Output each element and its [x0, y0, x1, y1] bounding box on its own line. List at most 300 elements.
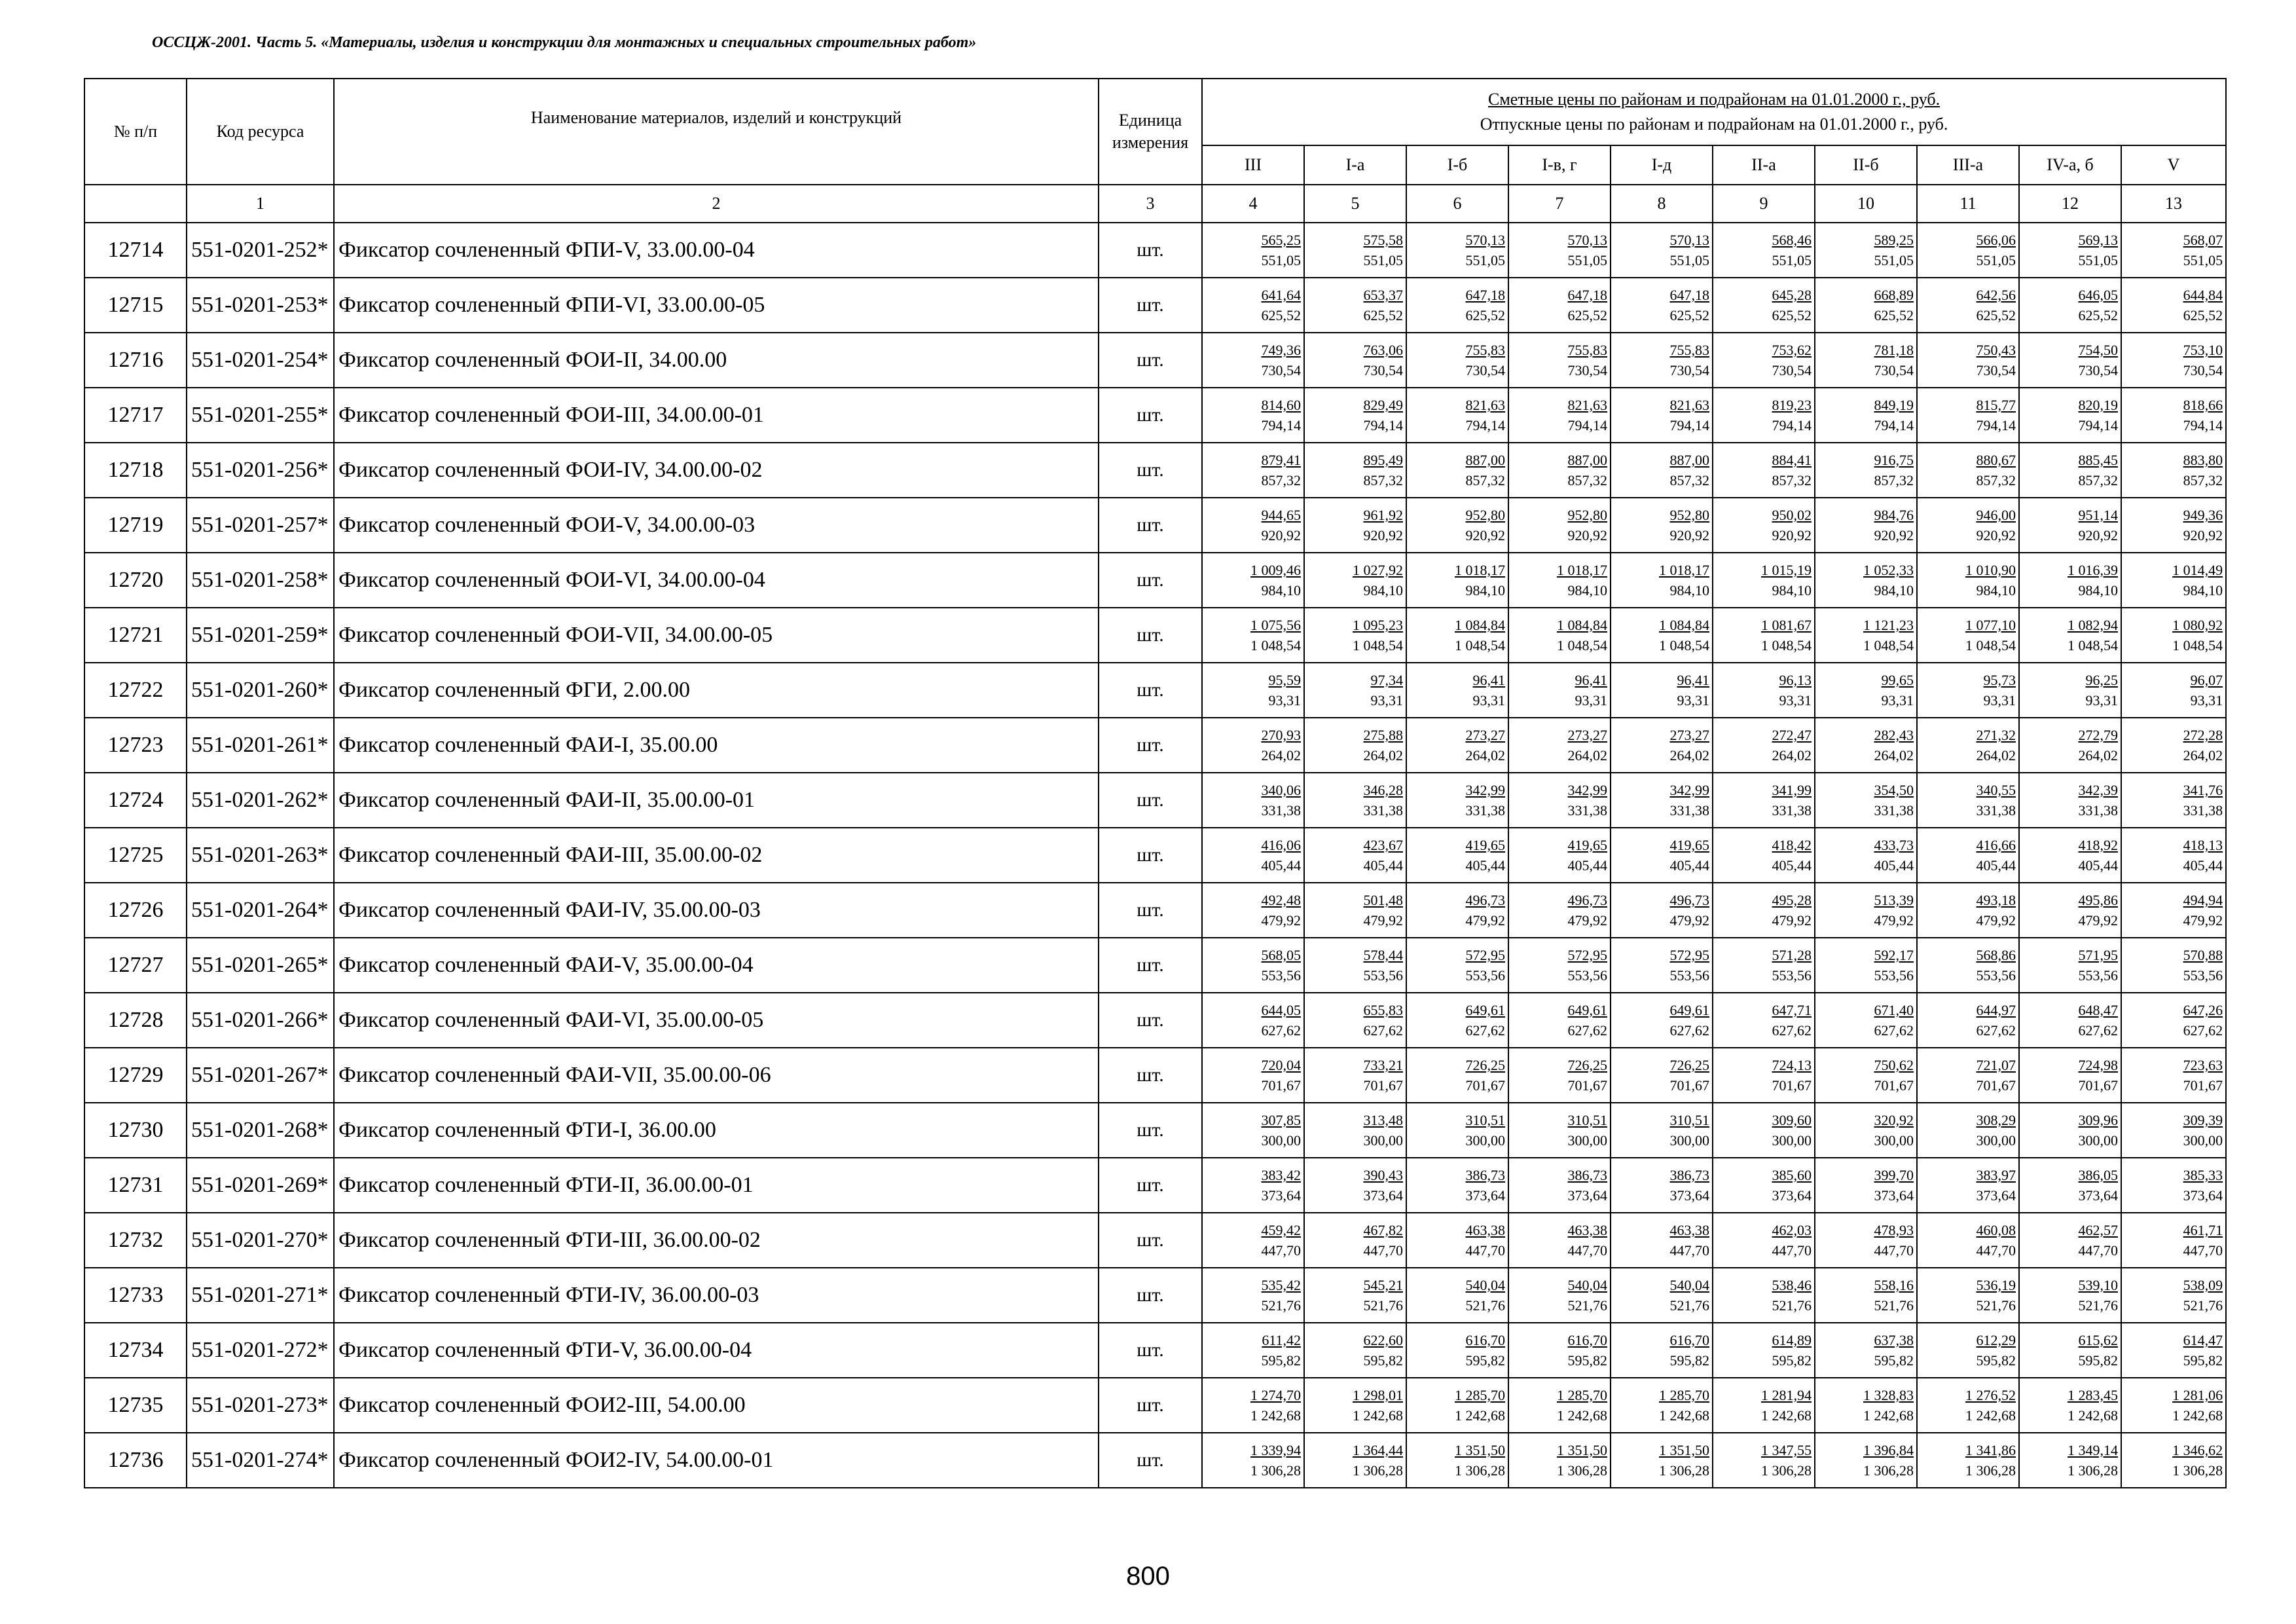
unit: шт. [1099, 498, 1202, 553]
price-cell [1815, 278, 1917, 333]
price-cell [1611, 608, 1713, 663]
price-cell [1406, 883, 1508, 938]
release-price: 93,31 [2190, 692, 2223, 709]
release-price: 553,56 [1363, 967, 1403, 984]
estimate-price: 1 027,92 [1353, 562, 1403, 578]
estimate-price: 272,47 [1772, 727, 1812, 743]
estimate-price: 1 396,84 [1863, 1442, 1914, 1458]
estimate-price: 724,13 [1772, 1057, 1812, 1073]
estimate-price: 272,79 [2078, 727, 2118, 743]
release-price: 93,31 [1575, 692, 1607, 709]
item-name: Фиксатор сочлененный ФТИ-IV, 36.00.00-03 [334, 1268, 1099, 1323]
release-price: 595,82 [1363, 1352, 1403, 1369]
release-price: 331,38 [1874, 802, 1914, 819]
unit: шт. [1099, 1158, 1202, 1213]
release-price: 627,62 [1363, 1022, 1403, 1039]
release-price: 627,62 [1567, 1022, 1607, 1039]
price-cell [1917, 223, 2019, 278]
price-cell [1304, 553, 1406, 608]
column-number: 4 [1202, 185, 1304, 223]
release-price: 551,05 [1363, 252, 1403, 268]
estimate-price: 653,37 [1363, 287, 1403, 303]
estimate-price: 749,36 [1261, 342, 1301, 358]
estimate-price: 1 080,92 [2172, 617, 2223, 633]
estimate-price: 1 351,50 [1557, 1442, 1607, 1458]
region-header: IV-а, б [2019, 145, 2121, 185]
price-cell [1713, 1158, 1815, 1213]
estimate-price: 733,21 [1363, 1057, 1403, 1073]
row-number: 12733 [84, 1268, 187, 1323]
price-cell [1611, 1213, 1713, 1268]
estimate-price: 1 075,56 [1250, 617, 1301, 633]
price-cell [1406, 1378, 1508, 1433]
price-cell [1611, 718, 1713, 773]
estimate-price: 1 014,49 [2172, 562, 2223, 578]
release-price: 93,31 [1677, 692, 1709, 709]
price-cell [1202, 223, 1304, 278]
price-cell [1815, 333, 1917, 388]
release-price: 300,00 [1261, 1132, 1301, 1149]
resource-code: 551-0201-257* [187, 498, 334, 553]
price-cell [1508, 718, 1611, 773]
estimate-price: 1 081,67 [1761, 617, 1812, 633]
price-cell [1815, 938, 1917, 993]
release-price: 1 306,28 [1965, 1462, 2016, 1479]
estimate-price: 612,29 [1976, 1332, 2016, 1348]
region-header: II-а [1713, 145, 1815, 185]
price-cell [1406, 1323, 1508, 1378]
estimate-price: 671,40 [1874, 1002, 1914, 1018]
release-price: 857,32 [1261, 472, 1301, 489]
release-price: 300,00 [2078, 1132, 2118, 1149]
price-cell [2019, 608, 2121, 663]
price-cell [1815, 443, 1917, 498]
row-number: 12734 [84, 1323, 187, 1378]
item-name: Фиксатор сочлененный ФАИ-VII, 35.00.00-06 [334, 1048, 1099, 1103]
table-row [84, 773, 2226, 828]
estimate-price: 307,85 [1261, 1112, 1301, 1128]
column-number: 11 [1917, 185, 2019, 223]
release-price: 1 306,28 [1353, 1462, 1403, 1479]
release-price: 447,70 [2078, 1242, 2118, 1259]
row-number: 12717 [84, 388, 187, 443]
price-cell [1202, 388, 1304, 443]
estimate-price: 568,05 [1261, 947, 1301, 963]
estimate-price: 724,98 [2078, 1057, 2118, 1073]
price-cell [1304, 938, 1406, 993]
item-name: Фиксатор сочлененный ФОИ-IV, 34.00.00-02 [334, 443, 1099, 498]
column-number: 1 [187, 185, 334, 223]
release-price: 447,70 [1567, 1242, 1607, 1259]
table-row [84, 388, 2226, 443]
release-price: 794,14 [1976, 417, 2016, 434]
estimate-price: 96,41 [1472, 672, 1505, 688]
release-price: 1 306,28 [1557, 1462, 1607, 1479]
release-price: 551,05 [2183, 252, 2223, 268]
table-row [84, 1158, 2226, 1213]
estimate-price: 1 346,62 [2172, 1442, 2223, 1458]
table-row [84, 1103, 2226, 1158]
release-price: 1 242,68 [1965, 1407, 2016, 1424]
estimate-price: 1 285,70 [1659, 1387, 1709, 1403]
estimate-price: 578,44 [1363, 947, 1403, 963]
estimate-price: 616,70 [1465, 1332, 1505, 1348]
price-cell [1611, 773, 1713, 828]
price-cell [1815, 553, 1917, 608]
estimate-price: 883,80 [2183, 452, 2223, 468]
estimate-price: 418,13 [2183, 837, 2223, 853]
price-cell [1202, 938, 1304, 993]
release-price: 794,14 [1261, 417, 1301, 434]
price-cell [1508, 553, 1611, 608]
estimate-price: 647,18 [1465, 287, 1505, 303]
release-price: 595,82 [2078, 1352, 2118, 1369]
release-price: 701,67 [2183, 1077, 2223, 1094]
column-number-blank [84, 185, 187, 223]
unit: шт. [1099, 938, 1202, 993]
page-number: 800 [1126, 1562, 1170, 1591]
price-cell [1917, 883, 2019, 938]
price-cell [2121, 1323, 2226, 1378]
release-price: 595,82 [2183, 1352, 2223, 1369]
estimate-price: 418,42 [1772, 837, 1812, 853]
price-cell [1304, 1323, 1406, 1378]
item-name: Фиксатор сочлененный ФАИ-III, 35.00.00-02 [334, 828, 1099, 883]
estimate-price: 272,28 [2183, 727, 2223, 743]
estimate-price: 887,00 [1465, 452, 1505, 468]
release-price: 447,70 [1261, 1242, 1301, 1259]
release-price: 264,02 [2078, 747, 2118, 764]
release-price: 857,32 [1976, 472, 2016, 489]
unit: шт. [1099, 608, 1202, 663]
price-cell [1917, 773, 2019, 828]
release-price: 405,44 [1465, 857, 1505, 874]
release-price: 553,56 [1874, 967, 1914, 984]
release-price: 479,92 [1772, 912, 1812, 929]
release-price: 625,52 [1874, 307, 1914, 323]
price-cell [1406, 718, 1508, 773]
price-cell [1713, 828, 1815, 883]
estimate-price: 572,95 [1567, 947, 1607, 963]
price-cell [1304, 993, 1406, 1048]
release-price: 521,76 [2183, 1297, 2223, 1314]
release-price: 984,10 [2078, 582, 2118, 599]
release-price: 93,31 [1983, 692, 2016, 709]
price-cell [1917, 1268, 2019, 1323]
estimate-price: 668,89 [1874, 287, 1914, 303]
price-cell [2019, 1378, 2121, 1433]
estimate-price: 513,39 [1874, 892, 1914, 908]
release-price: 730,54 [1772, 362, 1812, 378]
price-cell [2019, 1103, 2121, 1158]
estimate-price: 494,94 [2183, 892, 2223, 908]
release-price: 625,52 [1772, 307, 1812, 323]
estimate-price: 572,95 [1669, 947, 1709, 963]
table-row [84, 1433, 2226, 1488]
release-price: 551,05 [1669, 252, 1709, 268]
release-price: 264,02 [2183, 747, 2223, 764]
release-price: 447,70 [1465, 1242, 1505, 1259]
estimate-price: 750,62 [1874, 1057, 1914, 1073]
price-cell [2019, 773, 2121, 828]
estimate-price: 829,49 [1363, 397, 1403, 413]
release-price: 331,38 [2183, 802, 2223, 819]
release-price: 479,92 [1874, 912, 1914, 929]
release-price: 521,76 [1465, 1297, 1505, 1314]
price-cell [1815, 608, 1917, 663]
resource-code: 551-0201-261* [187, 718, 334, 773]
table-row [84, 1048, 2226, 1103]
price-cell [1406, 498, 1508, 553]
price-cell [1508, 333, 1611, 388]
estimate-price: 492,48 [1261, 892, 1301, 908]
price-cell [2121, 333, 2226, 388]
estimate-price: 493,18 [1976, 892, 2016, 908]
release-price: 857,32 [1874, 472, 1914, 489]
row-number: 12724 [84, 773, 187, 828]
estimate-price: 649,61 [1465, 1002, 1505, 1018]
estimate-price: 270,93 [1261, 727, 1301, 743]
price-cell [1611, 828, 1713, 883]
resource-code: 551-0201-253* [187, 278, 334, 333]
estimate-price: 496,73 [1567, 892, 1607, 908]
release-price: 701,67 [1874, 1077, 1914, 1094]
estimate-price: 308,29 [1976, 1112, 2016, 1128]
price-cell [2019, 718, 2121, 773]
unit: шт. [1099, 718, 1202, 773]
price-cell [1406, 443, 1508, 498]
release-price: 331,38 [1772, 802, 1812, 819]
prices-title-estimate: Сметные цены по районам и подрайонам на 01.01.2000 г., руб. [1487, 90, 1941, 109]
release-price: 264,02 [1976, 747, 2016, 764]
price-cell [1202, 443, 1304, 498]
price-cell [1917, 278, 2019, 333]
price-cell [1611, 938, 1713, 993]
table-row [84, 718, 2226, 773]
price-cell [1406, 1158, 1508, 1213]
price-cell [1713, 608, 1815, 663]
item-name: Фиксатор сочлененный ФПИ-V, 33.00.00-04 [334, 223, 1099, 278]
release-price: 521,76 [1261, 1297, 1301, 1314]
price-cell [1202, 718, 1304, 773]
price-cell [1611, 1103, 1713, 1158]
release-price: 1 306,28 [1455, 1462, 1505, 1479]
price-cell [1304, 1103, 1406, 1158]
estimate-price: 275,88 [1363, 727, 1403, 743]
release-price: 447,70 [1874, 1242, 1914, 1259]
estimate-price: 763,06 [1363, 342, 1403, 358]
price-cell [1406, 1048, 1508, 1103]
price-cell [2019, 553, 2121, 608]
estimate-price: 1 018,17 [1455, 562, 1505, 578]
estimate-price: 536,19 [1976, 1277, 2016, 1293]
release-price: 479,92 [2078, 912, 2118, 929]
estimate-price: 390,43 [1363, 1167, 1403, 1183]
price-cell [1202, 1323, 1304, 1378]
release-price: 447,70 [2183, 1242, 2223, 1259]
price-cell [1202, 608, 1304, 663]
table-body [84, 223, 2226, 1488]
estimate-price: 496,73 [1669, 892, 1709, 908]
release-price: 857,32 [1669, 472, 1709, 489]
price-cell [2121, 1378, 2226, 1433]
price-cell [1406, 828, 1508, 883]
release-price: 331,38 [1261, 802, 1301, 819]
release-price: 1 306,28 [1659, 1462, 1709, 1479]
release-price: 447,70 [1669, 1242, 1709, 1259]
table-row [84, 993, 2226, 1048]
release-price: 595,82 [1669, 1352, 1709, 1369]
release-price: 373,64 [1567, 1187, 1607, 1204]
unit: шт. [1099, 388, 1202, 443]
release-price: 627,62 [1261, 1022, 1301, 1039]
release-price: 794,14 [1669, 417, 1709, 434]
column-number: 10 [1815, 185, 1917, 223]
price-cell [1611, 1268, 1713, 1323]
release-price: 331,38 [1567, 802, 1607, 819]
release-price: 551,05 [1261, 252, 1301, 268]
estimate-price: 309,96 [2078, 1112, 2118, 1128]
release-price: 1 306,28 [1863, 1462, 1914, 1479]
estimate-price: 1 077,10 [1965, 617, 2016, 633]
estimate-price: 647,26 [2183, 1002, 2223, 1018]
estimate-price: 961,92 [1363, 507, 1403, 523]
unit: шт. [1099, 828, 1202, 883]
unit: шт. [1099, 883, 1202, 938]
price-cell [1406, 773, 1508, 828]
price-cell [1611, 1048, 1713, 1103]
estimate-price: 821,63 [1669, 397, 1709, 413]
estimate-price: 496,73 [1465, 892, 1505, 908]
estimate-price: 951,14 [2078, 507, 2118, 523]
estimate-price: 463,38 [1465, 1222, 1505, 1238]
estimate-price: 1 285,70 [1455, 1387, 1505, 1403]
table-row [84, 278, 2226, 333]
price-cell [1202, 993, 1304, 1048]
estimate-price: 354,50 [1874, 782, 1914, 798]
resource-code: 551-0201-264* [187, 883, 334, 938]
price-cell [1304, 388, 1406, 443]
price-cell [1815, 1378, 1917, 1433]
price-cell [1508, 938, 1611, 993]
release-price: 794,14 [2078, 417, 2118, 434]
estimate-price: 726,25 [1465, 1057, 1505, 1073]
release-price: 300,00 [1363, 1132, 1403, 1149]
column-number: 13 [2121, 185, 2226, 223]
price-cell [1713, 443, 1815, 498]
release-price: 300,00 [1567, 1132, 1607, 1149]
release-price: 627,62 [1874, 1022, 1914, 1039]
estimate-price: 463,38 [1669, 1222, 1709, 1238]
estimate-price: 755,83 [1669, 342, 1709, 358]
estimate-price: 1 010,90 [1965, 562, 2016, 578]
release-price: 373,64 [1772, 1187, 1812, 1204]
estimate-price: 313,48 [1363, 1112, 1403, 1128]
estimate-price: 386,05 [2078, 1167, 2118, 1183]
estimate-price: 460,08 [1976, 1222, 2016, 1238]
price-cell [1202, 1103, 1304, 1158]
estimate-price: 386,73 [1465, 1167, 1505, 1183]
resource-code: 551-0201-270* [187, 1213, 334, 1268]
region-header: I-б [1406, 145, 1508, 185]
price-cell [2019, 443, 2121, 498]
estimate-price: 946,00 [1976, 507, 2016, 523]
release-price: 984,10 [1669, 582, 1709, 599]
release-price: 857,32 [1363, 472, 1403, 489]
release-price: 264,02 [1669, 747, 1709, 764]
resource-code: 551-0201-268* [187, 1103, 334, 1158]
estimate-price: 589,25 [1874, 232, 1914, 248]
price-cell [2121, 993, 2226, 1048]
price-cell [2019, 1048, 2121, 1103]
price-cell [1815, 223, 1917, 278]
release-price: 447,70 [1976, 1242, 2016, 1259]
release-price: 300,00 [1976, 1132, 2016, 1149]
unit: шт. [1099, 223, 1202, 278]
release-price: 551,05 [1567, 252, 1607, 268]
price-cell [1508, 443, 1611, 498]
item-name: Фиксатор сочлененный ФТИ-II, 36.00.00-01 [334, 1158, 1099, 1213]
estimate-price: 616,70 [1669, 1332, 1709, 1348]
estimate-price: 781,18 [1874, 342, 1914, 358]
price-cell [1917, 553, 2019, 608]
estimate-price: 655,83 [1363, 1002, 1403, 1018]
price-cell [1713, 883, 1815, 938]
row-number: 12721 [84, 608, 187, 663]
estimate-price: 97,34 [1370, 672, 1403, 688]
price-cell [2121, 1433, 2226, 1488]
col-header-no: № п/п [84, 79, 187, 185]
estimate-price: 501,48 [1363, 892, 1403, 908]
release-price: 551,05 [1976, 252, 2016, 268]
price-cell [2019, 1268, 2121, 1323]
release-price: 1 242,68 [1659, 1407, 1709, 1424]
estimate-price: 383,42 [1261, 1167, 1301, 1183]
estimate-price: 1 351,50 [1455, 1442, 1505, 1458]
row-number: 12715 [84, 278, 187, 333]
estimate-price: 461,71 [2183, 1222, 2223, 1238]
price-cell [1713, 1213, 1815, 1268]
estimate-price: 540,04 [1567, 1277, 1607, 1293]
release-price: 794,14 [1567, 417, 1607, 434]
release-price: 701,67 [1976, 1077, 2016, 1094]
release-price: 730,54 [1465, 362, 1505, 378]
estimate-price: 1 084,84 [1557, 617, 1607, 633]
release-price: 1 048,54 [1965, 637, 2016, 654]
release-price: 373,64 [1363, 1187, 1403, 1204]
release-price: 794,14 [1465, 417, 1505, 434]
estimate-price: 821,63 [1567, 397, 1607, 413]
column-number: 2 [334, 185, 1099, 223]
release-price: 405,44 [1567, 857, 1607, 874]
estimate-price: 462,03 [1772, 1222, 1812, 1238]
estimate-price: 885,45 [2078, 452, 2118, 468]
price-cell [1713, 388, 1815, 443]
price-cell [2019, 663, 2121, 718]
estimate-price: 566,06 [1976, 232, 2016, 248]
estimate-price: 99,65 [1881, 672, 1914, 688]
estimate-price: 535,42 [1261, 1277, 1301, 1293]
price-cell [1611, 333, 1713, 388]
table-row [84, 553, 2226, 608]
estimate-price: 545,21 [1363, 1277, 1403, 1293]
estimate-price: 495,86 [2078, 892, 2118, 908]
release-price: 553,56 [1772, 967, 1812, 984]
price-cell [2019, 223, 2121, 278]
table-row [84, 498, 2226, 553]
price-cell [1713, 1103, 1815, 1158]
price-cell [1815, 883, 1917, 938]
